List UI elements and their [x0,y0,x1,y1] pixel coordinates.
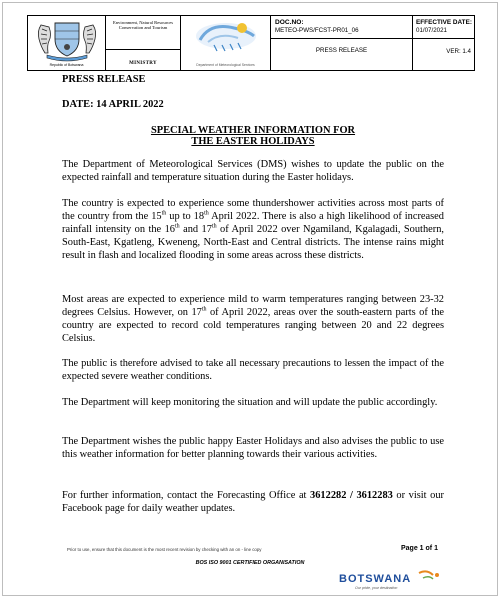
text-run: The country is expected to experience some thundershower activities across most parts of the country from the 15 [62,198,444,222]
ministry-label: MINISTRY [129,61,157,66]
coat-of-arms-icon [29,17,105,63]
date-line: DATE: 14 APRIL 2022 [62,99,164,110]
title-line-2: THE EASTER HOLIDAYS [191,136,315,147]
press-release-heading: PRESS RELEASE [62,74,146,85]
divider [413,38,474,39]
dms-logo-icon [182,18,270,62]
text-run: / [346,490,357,501]
brand-wordmark: BOTSWANA [339,573,412,585]
brand-tagline: Our pride, your destination [355,586,398,590]
dms-logo-cell [181,16,271,70]
coat-of-arms-cell [28,16,106,70]
text-run: of April 2022 over Ngamiland, Kgalagadi, Southern, South-East, Kgatleng, Kweneng, North-East and Central districts. The intense rains might result in flash and localized flooding in some areas across these districts. [62,224,445,261]
paragraph-monitoring: The Department will keep monitoring the situation and will update the public accordingly. [62,397,438,408]
phone-number: 3612282 [310,490,347,501]
doc-number-value: METEO-PWS/FCST-PR01_06 [275,27,359,34]
document-title [62,125,444,147]
document-header-table [27,15,475,71]
paragraph-precautions: The public is therefore advised to take all necessary precautions to lessen the impact of the expected severe weather conditions. [62,358,444,382]
page-number: Page 1 of 1 [401,545,438,552]
version-label: VER: 1.4 [446,48,471,55]
effective-date-cell [413,16,474,70]
paragraph-forecast [62,197,444,262]
text-run: up to 18 [166,211,205,222]
doc-number-label: DOC.NO: [275,19,304,26]
coat-of-arms-caption: Republic of Botswana [49,63,84,67]
phone-number: 3612283 [356,490,393,501]
paragraph-temperature [62,293,444,345]
text-run: Most areas are expected to experience mild to warm temperatures ranging between 23-32 degrees Celsius. However, on 17 [62,294,444,318]
superscript: th [211,223,217,230]
text-run: For further information, contact the Forecasting Office at [62,490,311,501]
ministry-name: Environment, Natural Resources Conservation and Tourism [112,20,174,31]
paragraph-intro: The Department of Meteorological Services (DMS) wishes to update the public on the expected rainfall and temperature situation during the Easter holidays. [62,159,444,183]
title-line-1: SPECIAL WEATHER INFORMATION FOR [150,125,356,136]
botswana-brand-logo [333,569,443,593]
doc-number-cell [271,16,413,70]
text-run: and 17 [179,224,212,235]
text-run: or visit our Facebook page for daily weather updates. [62,490,444,514]
divider [106,49,180,50]
text-run: April 2022. There is also a high likelihood of increased rainfall intensity on the 16 [62,211,444,235]
iso-certification: BOS ISO 9001 CERTIFIED ORGANISATION [195,560,305,566]
text-run: of April 2022, areas over the south-eastern parts of the country are expected to record cold temperatures ranging between 20 and 22 degrees Celsius. [62,307,444,344]
effective-date-value: 01/07/2021 [416,27,447,34]
revision-note: Prior to use, ensure that this document is the most recent revision by checking with an on - line copy [67,547,262,552]
superscript: th [161,210,167,217]
effective-date-label: EFFECTIVE DATE: [416,19,472,26]
ministry-cell [106,16,181,70]
paragraph-wishes: The Department wishes the public happy Easter Holidays and also advises the public to use this weather information for better planning towards their various activities. [62,436,444,460]
dms-logo-caption: Department of Meteorological Services [196,63,255,67]
divider [271,38,412,39]
superscript: th [201,306,207,313]
superscript: th [204,210,209,217]
doc-type-title: PRESS RELEASE [315,47,368,54]
document-page [2,2,498,596]
superscript: th [174,223,180,230]
paragraph-contact [62,489,444,515]
